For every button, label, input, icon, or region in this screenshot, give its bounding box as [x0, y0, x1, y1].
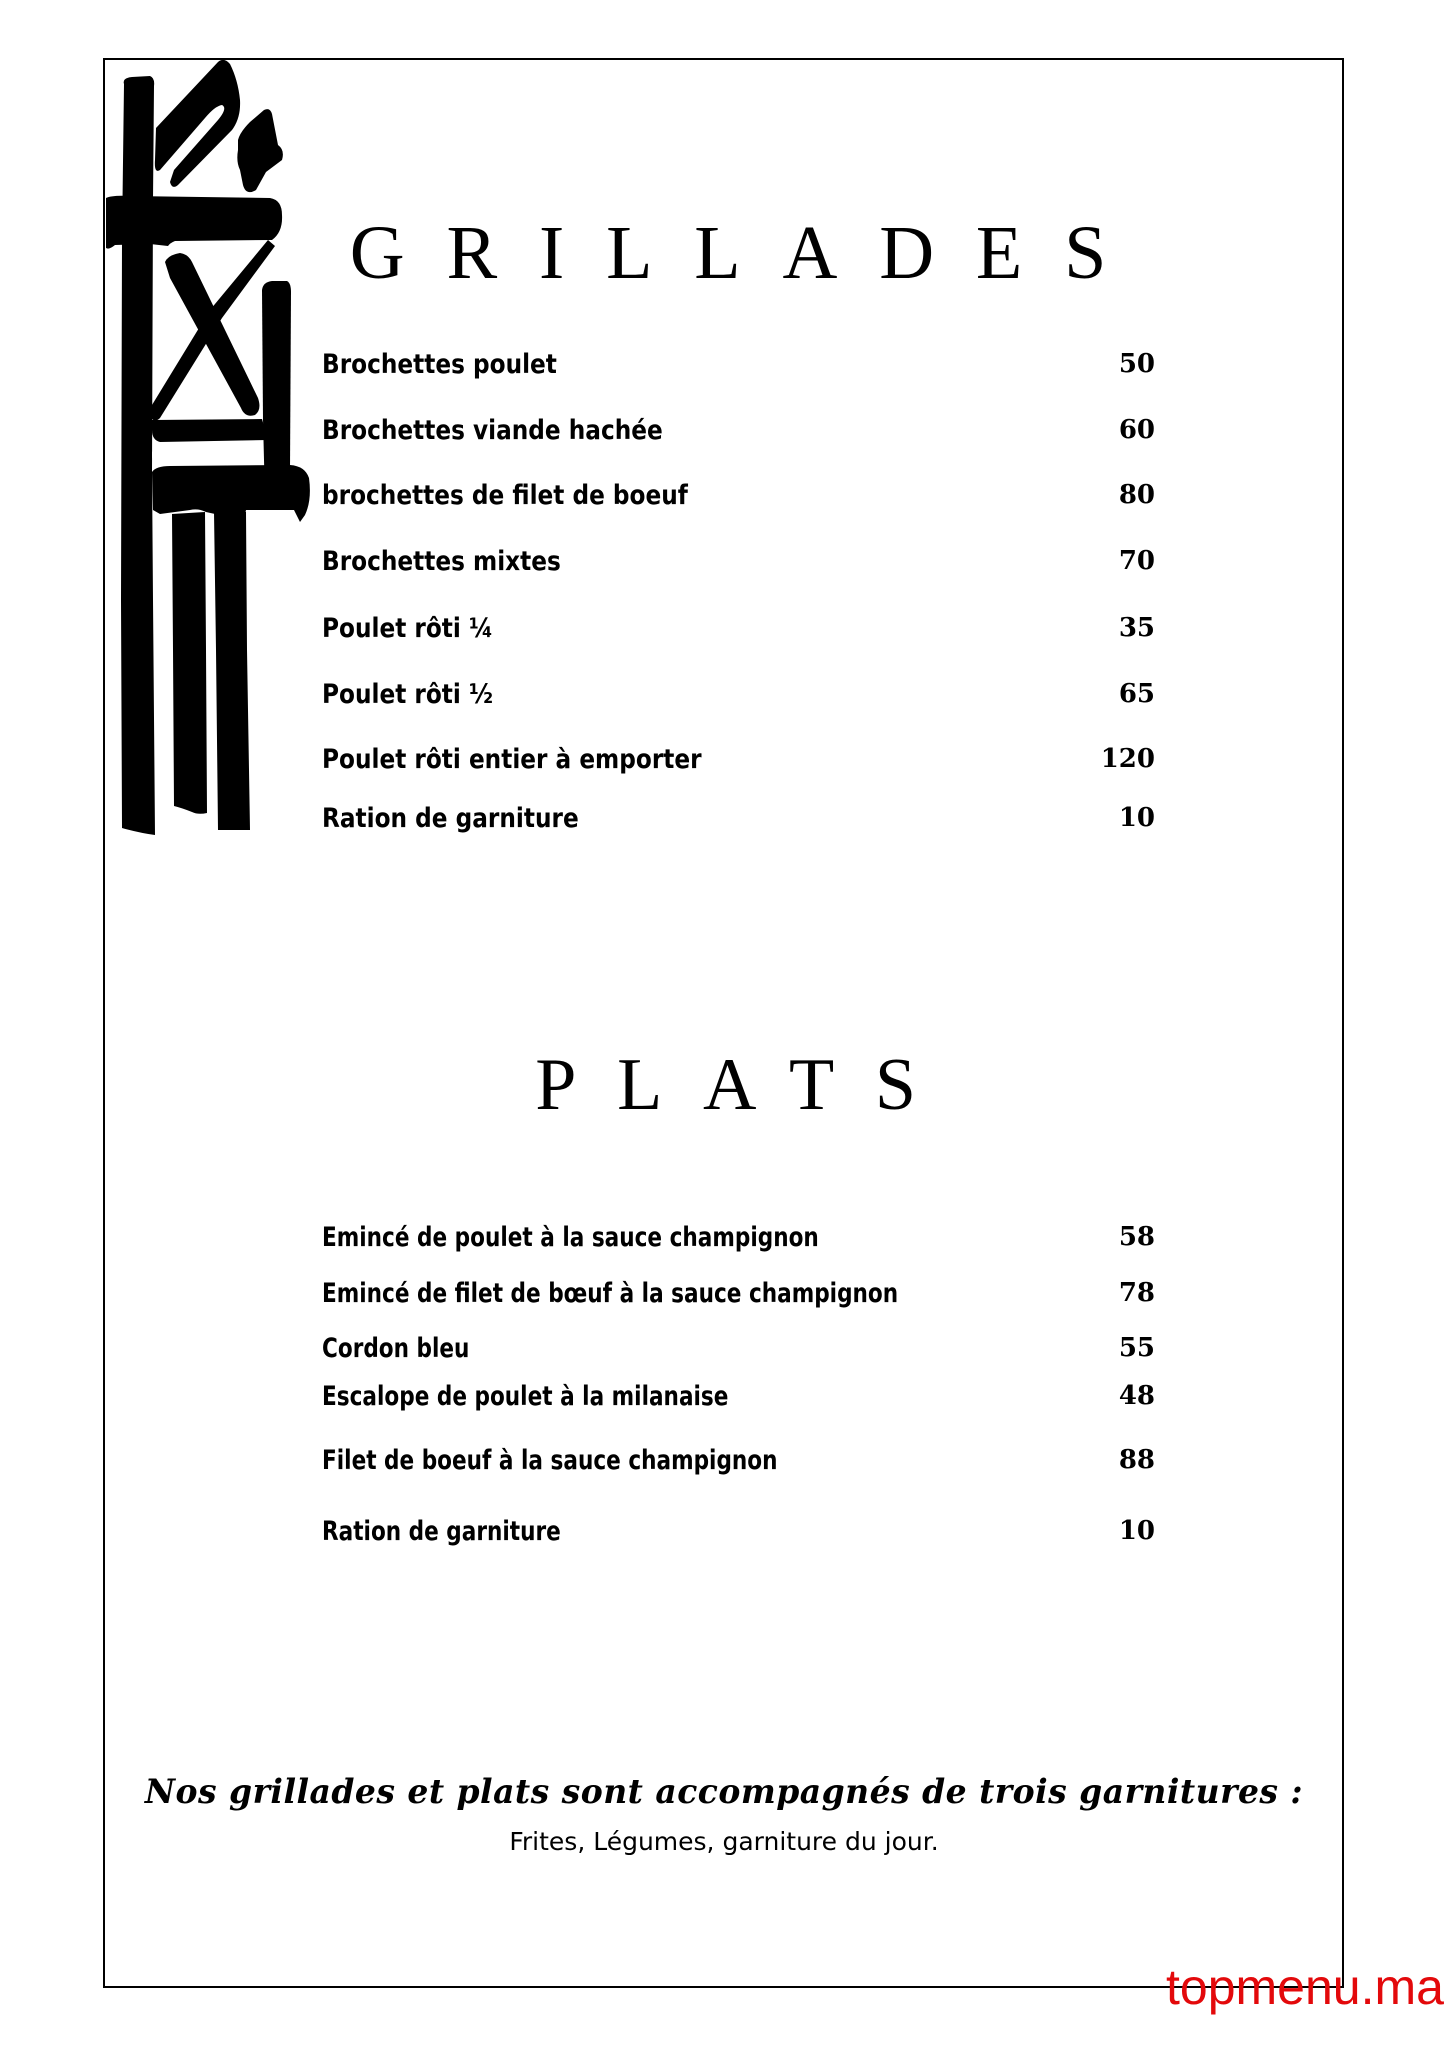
- item-name: Ration de garniture: [322, 802, 579, 834]
- menu-item: [322, 1378, 1155, 1414]
- item-name: Poulet rôti ¼: [322, 612, 493, 644]
- item-name: brochettes de filet de boeuf: [322, 479, 688, 511]
- item-name: Emincé de poulet à la sauce champignon: [322, 1221, 819, 1253]
- menu-item: [322, 346, 1155, 382]
- watermark: topmenu.ma: [1166, 1959, 1444, 2015]
- item-price: 55: [1118, 1333, 1155, 1363]
- item-price: 60: [1118, 415, 1155, 445]
- menu-item: [322, 477, 1155, 513]
- menu-item: [322, 412, 1155, 448]
- item-name: Brochettes poulet: [322, 348, 557, 380]
- item-name: Brochettes mixtes: [322, 545, 561, 577]
- item-price: 48: [1118, 1381, 1155, 1411]
- item-name: Ration de garniture: [322, 1515, 561, 1547]
- item-price: 88: [1118, 1445, 1155, 1475]
- calligraphy-logo-icon: [103, 58, 333, 848]
- menu-item: [322, 1275, 1155, 1311]
- section-title-grillades: GRILLADES: [349, 211, 1149, 295]
- item-price: 80: [1118, 480, 1155, 510]
- item-price: 120: [1100, 744, 1155, 774]
- menu-item: [322, 543, 1155, 579]
- item-price: 65: [1118, 679, 1155, 709]
- item-name: Emincé de filet de bœuf à la sauce champignon: [322, 1277, 899, 1309]
- menu-item: [322, 610, 1155, 646]
- section-title-plats: PLATS: [535, 1044, 957, 1126]
- item-price: 35: [1118, 613, 1155, 643]
- garnish-sides: Frites, Légumes, garniture du jour.: [509, 1827, 939, 1856]
- item-price: 78: [1118, 1278, 1155, 1308]
- item-price: 10: [1118, 1516, 1155, 1546]
- menu-item: [322, 1219, 1155, 1255]
- item-name: Filet de boeuf à la sauce champignon: [322, 1444, 778, 1476]
- item-name: Poulet rôti entier à emporter: [322, 743, 702, 775]
- menu-item: [322, 1330, 1155, 1366]
- menu-item: [322, 800, 1155, 836]
- menu-item: [322, 676, 1155, 712]
- menu-item: [322, 741, 1155, 777]
- item-price: 10: [1118, 803, 1155, 833]
- item-name: Escalope de poulet à la milanaise: [322, 1380, 729, 1412]
- item-name: Poulet rôti ½: [322, 678, 493, 710]
- item-name: Cordon bleu: [322, 1332, 470, 1364]
- garnish-note: Nos grillades et plats sont accompagnés de trois garnitures :: [144, 1772, 1304, 1812]
- item-price: 50: [1118, 349, 1155, 379]
- item-name: Brochettes viande hachée: [322, 414, 663, 446]
- menu-item: [322, 1513, 1155, 1549]
- item-price: 58: [1118, 1222, 1155, 1252]
- item-price: 70: [1118, 546, 1155, 576]
- menu-item: [322, 1442, 1155, 1478]
